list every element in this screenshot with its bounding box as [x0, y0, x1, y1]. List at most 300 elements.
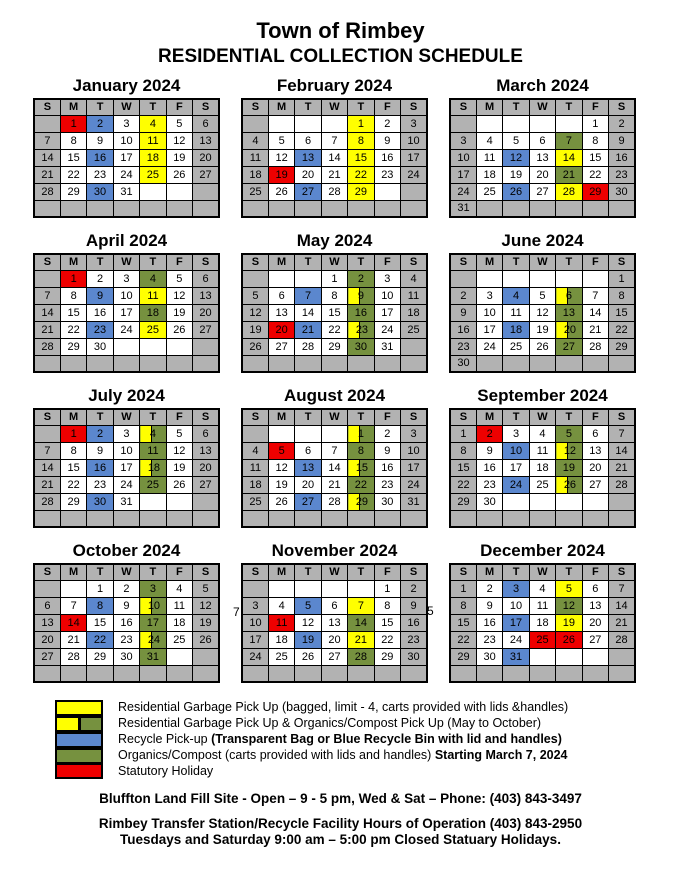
day-cell-green [348, 304, 374, 321]
day-number: 19 [173, 151, 186, 164]
day-number: 17 [509, 616, 523, 629]
day-number: 11 [173, 599, 186, 612]
day-cell-gray [401, 459, 427, 476]
empty-cell [87, 200, 113, 217]
week-row [450, 166, 635, 183]
day-cell-gray [242, 442, 268, 459]
day-cell-white [374, 631, 400, 648]
day-number: 14 [589, 306, 602, 319]
month-title: January 2024 [72, 76, 181, 95]
day-cell-gray [242, 338, 268, 355]
week-row [34, 355, 219, 372]
day-cell-blue [87, 425, 113, 442]
empty-cell [609, 493, 635, 510]
day-cell-white [374, 580, 400, 597]
day-number: 23 [483, 633, 496, 646]
day-number: 30 [615, 185, 628, 198]
day-number: 25 [249, 495, 262, 508]
day-number: 7 [618, 582, 625, 595]
day-cell-gray [193, 321, 219, 338]
empty-cell [193, 183, 219, 200]
week-row [242, 270, 427, 287]
day-number: 31 [407, 495, 420, 508]
day-number: 31 [381, 340, 394, 353]
empty-cell [476, 355, 502, 372]
day-number: 28 [41, 340, 54, 353]
day-number: 24 [120, 323, 133, 336]
day-number: 5 [176, 272, 183, 285]
day-number: 14 [615, 599, 628, 612]
week-row [450, 115, 635, 132]
day-number: 30 [407, 650, 420, 663]
day-cell-red [60, 614, 86, 631]
weekday-header: F [582, 99, 608, 115]
empty-cell [193, 510, 219, 527]
day-number: 29 [354, 185, 368, 198]
day-number: 19 [199, 616, 212, 629]
week-row [450, 304, 635, 321]
day-number: 21 [41, 168, 54, 181]
day-cell-white [374, 493, 400, 510]
week-row [242, 183, 427, 200]
day-number: 12 [249, 306, 262, 319]
empty-cell [34, 665, 60, 682]
day-number: 13 [301, 151, 315, 164]
day-number: 27 [301, 185, 315, 198]
day-number: 2 [96, 427, 104, 440]
day-number: 20 [301, 478, 315, 491]
day-cell-yellow [348, 631, 374, 648]
empty-cell [166, 665, 192, 682]
weekday-header: S [34, 564, 60, 580]
weekday-header: S [242, 409, 268, 425]
day-number: 12 [301, 616, 315, 629]
day-cell-green [556, 132, 582, 149]
day-cell-gray [34, 166, 60, 183]
week-row [450, 510, 635, 527]
empty-cell [476, 510, 502, 527]
day-number: 7 [331, 444, 338, 457]
day-number: 30 [457, 357, 470, 370]
day-cell-gray [34, 597, 60, 614]
week-row [242, 580, 427, 597]
day-number: 28 [562, 185, 576, 198]
day-number: 7 [70, 599, 77, 612]
calendar-table [241, 98, 428, 218]
week-row [34, 304, 219, 321]
week-row [242, 149, 427, 166]
day-number: 24 [249, 650, 262, 663]
day-cell-white [476, 631, 502, 648]
day-number: 3 [123, 117, 130, 130]
day-number: 17 [120, 306, 133, 319]
day-cell-gray [34, 459, 60, 476]
day-number: 10 [147, 599, 161, 612]
day-number: 9 [384, 134, 391, 147]
day-number: 17 [120, 461, 133, 474]
day-number: 18 [249, 478, 262, 491]
week-row [34, 149, 219, 166]
day-number: 24 [120, 168, 133, 181]
day-cell-gray [193, 270, 219, 287]
day-number: 6 [278, 289, 285, 302]
empty-cell [609, 510, 635, 527]
week-row [242, 631, 427, 648]
day-cell-yellow [348, 149, 374, 166]
weekday-header: S [401, 254, 427, 270]
day-cell-white [321, 132, 347, 149]
day-cell-blue [503, 183, 529, 200]
day-cell-gray [242, 631, 268, 648]
calendar-table [241, 563, 428, 683]
day-number: 20 [275, 323, 288, 336]
day-cell-yellow [140, 321, 166, 338]
day-cell-white [503, 166, 529, 183]
day-number: 24 [509, 478, 523, 491]
empty-cell [556, 115, 582, 132]
day-cell-gray [450, 442, 476, 459]
day-number: 23 [381, 168, 394, 181]
day-cell-white [374, 115, 400, 132]
empty-cell [556, 510, 582, 527]
day-number: 14 [41, 461, 54, 474]
day-cell-white [268, 459, 294, 476]
day-cell-white [321, 476, 347, 493]
weekday-header: M [268, 409, 294, 425]
day-number: 5 [539, 289, 546, 302]
day-number: 10 [407, 444, 420, 457]
empty-cell [321, 425, 347, 442]
empty-cell [348, 200, 374, 217]
day-number: 12 [536, 306, 549, 319]
day-number: 30 [93, 495, 107, 508]
day-cell-gray [242, 459, 268, 476]
empty-cell [242, 580, 268, 597]
day-number: 11 [510, 306, 522, 319]
day-number: 7 [618, 427, 625, 440]
day-cell-blue [87, 115, 113, 132]
day-cell-white [295, 614, 321, 631]
day-cell-blue [503, 321, 529, 338]
day-cell-green [556, 304, 582, 321]
day-number: 8 [357, 444, 364, 457]
weekday-header: S [450, 99, 476, 115]
day-number: 26 [536, 340, 549, 353]
day-cell-gray [401, 287, 427, 304]
day-cell-white [582, 166, 608, 183]
day-number: 2 [410, 582, 417, 595]
weekday-header: M [60, 409, 86, 425]
empty-cell [60, 355, 86, 372]
day-cell-white [60, 304, 86, 321]
weekday-header: W [529, 99, 555, 115]
day-cell-white [374, 287, 400, 304]
day-cell-gray [193, 425, 219, 442]
weekday-header: W [321, 409, 347, 425]
week-row [242, 132, 427, 149]
day-number: 7 [331, 134, 338, 147]
day-cell-gray [34, 287, 60, 304]
day-cell-white [582, 476, 608, 493]
day-number: 20 [563, 323, 577, 336]
day-number: 25 [146, 168, 160, 181]
day-number: 25 [536, 478, 549, 491]
day-cell-yellow [348, 597, 374, 614]
day-number: 13 [328, 616, 341, 629]
weekday-header: S [450, 409, 476, 425]
week-row [34, 338, 219, 355]
day-number: 22 [67, 323, 80, 336]
day-cell-gray [193, 115, 219, 132]
day-number: 4 [252, 444, 259, 457]
day-number: 25 [536, 633, 549, 646]
empty-cell [87, 355, 113, 372]
day-number: 6 [202, 272, 209, 285]
day-number: 3 [410, 117, 417, 130]
day-cell-green [556, 166, 582, 183]
day-cell-white [321, 321, 347, 338]
day-number: 18 [173, 616, 186, 629]
day-cell-white [113, 132, 139, 149]
day-number: 17 [146, 616, 160, 629]
day-number: 29 [589, 185, 602, 198]
day-number: 22 [67, 168, 80, 181]
day-number: 5 [176, 117, 183, 130]
empty-cell [242, 425, 268, 442]
weekday-header: M [60, 254, 86, 270]
day-cell-gray [401, 493, 427, 510]
day-cell-gray [401, 648, 427, 665]
empty-cell [374, 510, 400, 527]
day-number: 12 [199, 599, 212, 612]
day-number: 19 [509, 168, 523, 181]
day-number: 6 [202, 117, 209, 130]
day-cell-white [476, 149, 502, 166]
empty-cell [34, 580, 60, 597]
week-row [242, 200, 427, 217]
day-number: 25 [146, 478, 160, 491]
day-cell-blue [87, 321, 113, 338]
day-cell-white [321, 149, 347, 166]
day-number: 19 [173, 306, 186, 319]
transfer-station-hours-line: Tuesdays and Saturday 9:00 am – 5:00 pm Closed Statuary Holidays. [120, 832, 561, 847]
empty-cell [348, 510, 374, 527]
weekday-header: W [529, 409, 555, 425]
empty-cell [34, 115, 60, 132]
empty-cell [166, 338, 192, 355]
day-number: 14 [41, 151, 54, 164]
day-number: 20 [199, 461, 212, 474]
month-title: May 2024 [296, 231, 373, 250]
day-cell-white [268, 183, 294, 200]
day-cell-green [140, 270, 166, 287]
week-row [450, 270, 635, 287]
empty-cell [321, 510, 347, 527]
day-cell-yellow [556, 580, 582, 597]
weekday-header: M [476, 564, 502, 580]
empty-cell [374, 200, 400, 217]
day-number: 4 [512, 289, 520, 302]
empty-cell [450, 270, 476, 287]
empty-cell [113, 200, 139, 217]
day-number: 23 [457, 340, 470, 353]
day-cell-gray [401, 304, 427, 321]
day-number: 12 [173, 444, 186, 457]
empty-cell [321, 580, 347, 597]
day-cell-red [268, 321, 294, 338]
day-cell-gray [401, 442, 427, 459]
day-cell-white [166, 580, 192, 597]
weekday-header: S [401, 564, 427, 580]
day-number: 9 [384, 444, 391, 457]
day-number: 3 [149, 582, 156, 595]
day-cell-white [476, 614, 502, 631]
day-cell-white [60, 631, 86, 648]
day-number: 7 [44, 289, 51, 302]
week-row [450, 149, 635, 166]
day-cell-white [476, 476, 502, 493]
day-number: 16 [120, 616, 133, 629]
day-number: 15 [328, 306, 341, 319]
day-cell-white [582, 149, 608, 166]
day-cell-white [529, 425, 555, 442]
day-number: 11 [147, 444, 159, 457]
day-number: 5 [252, 289, 259, 302]
empty-cell [401, 338, 427, 355]
day-cell-gray [450, 476, 476, 493]
week-row [242, 304, 427, 321]
day-cell-white [87, 442, 113, 459]
month-october-2024 [33, 541, 220, 683]
day-cell-white [529, 442, 555, 459]
empty-cell [476, 115, 502, 132]
day-number: 20 [328, 633, 341, 646]
day-number: 21 [67, 633, 80, 646]
day-cell-white [166, 270, 192, 287]
day-cell-red [60, 425, 86, 442]
day-cell-white [268, 149, 294, 166]
day-cell-white [60, 149, 86, 166]
day-cell-white [166, 476, 192, 493]
day-number: 31 [120, 185, 133, 198]
day-number: 27 [562, 340, 576, 353]
week-row [450, 355, 635, 372]
day-number: 16 [93, 461, 107, 474]
empty-cell [193, 493, 219, 510]
weekday-header: S [242, 254, 268, 270]
page-title: Town of Rimbey [256, 18, 425, 43]
day-number: 24 [147, 633, 161, 646]
week-row [450, 631, 635, 648]
day-number: 30 [120, 650, 133, 663]
day-number: 14 [354, 616, 368, 629]
day-number: 24 [407, 478, 420, 491]
empty-cell [503, 200, 529, 217]
empty-cell [556, 493, 582, 510]
day-cell-gray [609, 614, 635, 631]
day-cell-white [529, 166, 555, 183]
day-number: 6 [539, 134, 546, 147]
day-number: 6 [304, 444, 312, 457]
day-cell-white [529, 338, 555, 355]
day-cell-white [321, 270, 347, 287]
day-number: 22 [67, 478, 80, 491]
day-number: 22 [615, 323, 628, 336]
weekday-header: S [242, 99, 268, 115]
day-number: 21 [41, 323, 54, 336]
week-row [242, 287, 427, 304]
day-cell-white [476, 442, 502, 459]
week-row [450, 476, 635, 493]
day-number: 27 [536, 185, 549, 198]
day-cell-white [60, 597, 86, 614]
day-number: 24 [509, 633, 523, 646]
day-cell-gray [401, 149, 427, 166]
legend-swatch-green [55, 748, 103, 764]
calendar-table [449, 98, 636, 218]
day-cell-green [556, 459, 582, 476]
day-number: 12 [563, 444, 577, 457]
empty-cell [476, 270, 502, 287]
calendar-table [449, 563, 636, 683]
legend-label: Residential Garbage Pick Up & Organics/Compost Pick Up (May to October) [118, 716, 542, 730]
empty-cell [140, 355, 166, 372]
day-number: 17 [509, 461, 523, 474]
day-cell-white [87, 338, 113, 355]
day-cell-white [113, 442, 139, 459]
day-cell-gray [193, 132, 219, 149]
day-cell-blue [87, 149, 113, 166]
day-number: 30 [483, 650, 496, 663]
day-number: 14 [328, 461, 341, 474]
week-row [450, 200, 635, 217]
empty-cell [166, 200, 192, 217]
weekday-header: F [374, 564, 400, 580]
day-cell-gray [450, 580, 476, 597]
weekday-header: T [503, 564, 529, 580]
day-cell-white [113, 115, 139, 132]
day-cell-white [295, 648, 321, 665]
day-number: 4 [149, 272, 156, 285]
weekday-header: S [34, 409, 60, 425]
day-cell-white [166, 287, 192, 304]
empty-cell [140, 200, 166, 217]
day-number: 2 [96, 272, 104, 285]
day-cell-gray [401, 115, 427, 132]
day-number: 21 [328, 478, 341, 491]
empty-cell [140, 338, 166, 355]
weekday-header: S [609, 409, 635, 425]
empty-cell [582, 648, 608, 665]
empty-cell [374, 665, 400, 682]
day-cell-white [60, 183, 86, 200]
day-number: 22 [457, 478, 470, 491]
day-cell-yellow [140, 115, 166, 132]
week-row [242, 614, 427, 631]
day-cell-white [295, 166, 321, 183]
day-number: 29 [67, 495, 80, 508]
calendar-table [241, 408, 428, 528]
day-number: 16 [354, 306, 368, 319]
weekday-header: S [193, 409, 219, 425]
empty-cell [582, 270, 608, 287]
day-number: 18 [483, 168, 496, 181]
day-cell-gray [609, 270, 635, 287]
day-number: 16 [93, 306, 107, 319]
day-cell-white [87, 270, 113, 287]
day-number: 10 [509, 444, 523, 457]
legend-row [55, 747, 681, 763]
